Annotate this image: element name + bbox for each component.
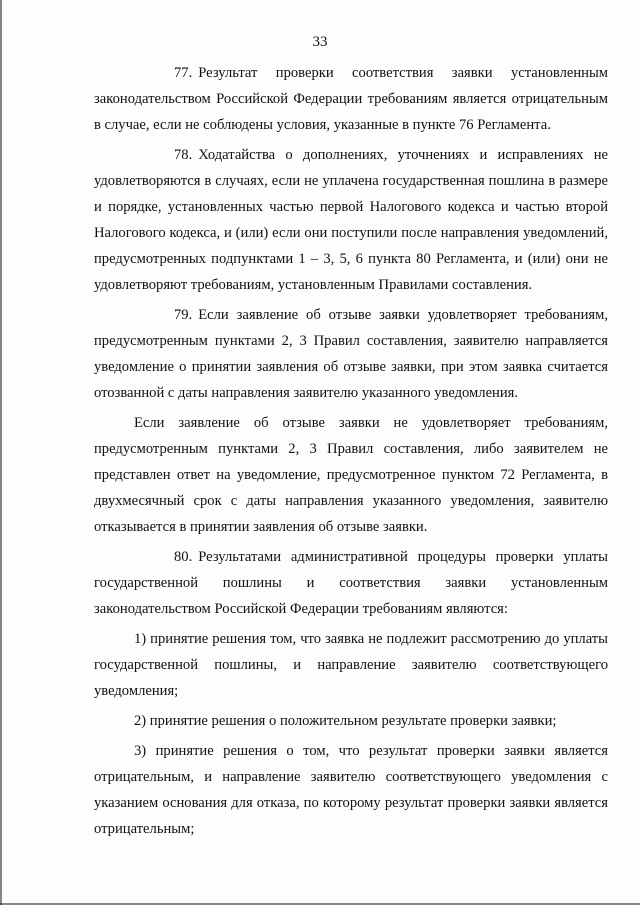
paragraph-number: 78.: [174, 147, 193, 163]
list-item-text: 1) принятие решения том, что заявка не подлежит рассмотрению до уплаты государственной пошлины, и направление заявителю соответствующего уведомления;: [94, 631, 608, 699]
paragraph-number: 77.: [174, 65, 193, 81]
page-number: 33: [312, 34, 328, 50]
paragraph-79-continued: [94, 410, 608, 540]
list-item-1: [94, 626, 608, 704]
paragraph-text: Результат проверки соответствия заявки установленным законодательством Российской Федерации требованиям является отрицательным в случае, если не соблюдены условия, указанные в пункте 76 Регламента.: [94, 65, 608, 133]
paragraph-number: 80.: [174, 549, 193, 565]
scan-left-edge: [0, 0, 2, 905]
document-body: [94, 60, 608, 846]
paragraph-79: [94, 302, 608, 406]
paragraph-77: [94, 60, 608, 138]
list-item-text: 2) принятие решения о положительном результате проверки заявки;: [134, 713, 557, 729]
paragraph-text: Результатами административной процедуры проверки уплаты государственной пошлины и соответствия заявки установленным законодательством Российской Федерации требованиям являются:: [94, 549, 608, 617]
paragraph-text: Если заявление об отзыве заявки удовлетворяет требованиям, предусмотренным пунктами 2, 3 Правил составления, заявителю направляется уведомление о принятии заявления об отзыве заявки, при этом заявка считается отозванной с даты направления заявителю указанного уведомления.: [94, 307, 608, 401]
paragraph-78: [94, 142, 608, 298]
list-item-3: [94, 738, 608, 842]
list-item-text: 3) принятие решения о том, что результат проверки заявки является отрицательным, и направление заявителю соответствующего уведомления с указанием основания для отказа, по которому результат проверки заявки является отрицательным;: [94, 743, 608, 837]
paragraph-text: Ходатайства о дополнениях, уточнениях и исправлениях не удовлетворяются в случаях, если не уплачена государственная пошлина в размере и порядке, установленных частью первой Налогового кодекса и частью второй Налогового кодекса, и (или) если они поступили после направления уведомлений, предусмотренных подпунктами 1 – 3, 5, 6 пункта 80 Регламента, и (или) они не удовлетворяют требованиям, установленным Правилами составления.: [94, 147, 608, 293]
paragraph-80: [94, 544, 608, 622]
list-item-2: [94, 708, 608, 734]
paragraph-text: Если заявление об отзыве заявки не удовлетворяет требованиям, предусмотренным пунктами 2, 3 Правил составления, либо заявителем не представлен ответ на уведомление, предусмотренное пунктом 72 Регламента, в двухмесячный срок с даты направления указанного уведомления, заявителю отказывается в принятии заявления об отзыве заявки.: [94, 415, 608, 535]
paragraph-number: 79.: [174, 307, 193, 323]
